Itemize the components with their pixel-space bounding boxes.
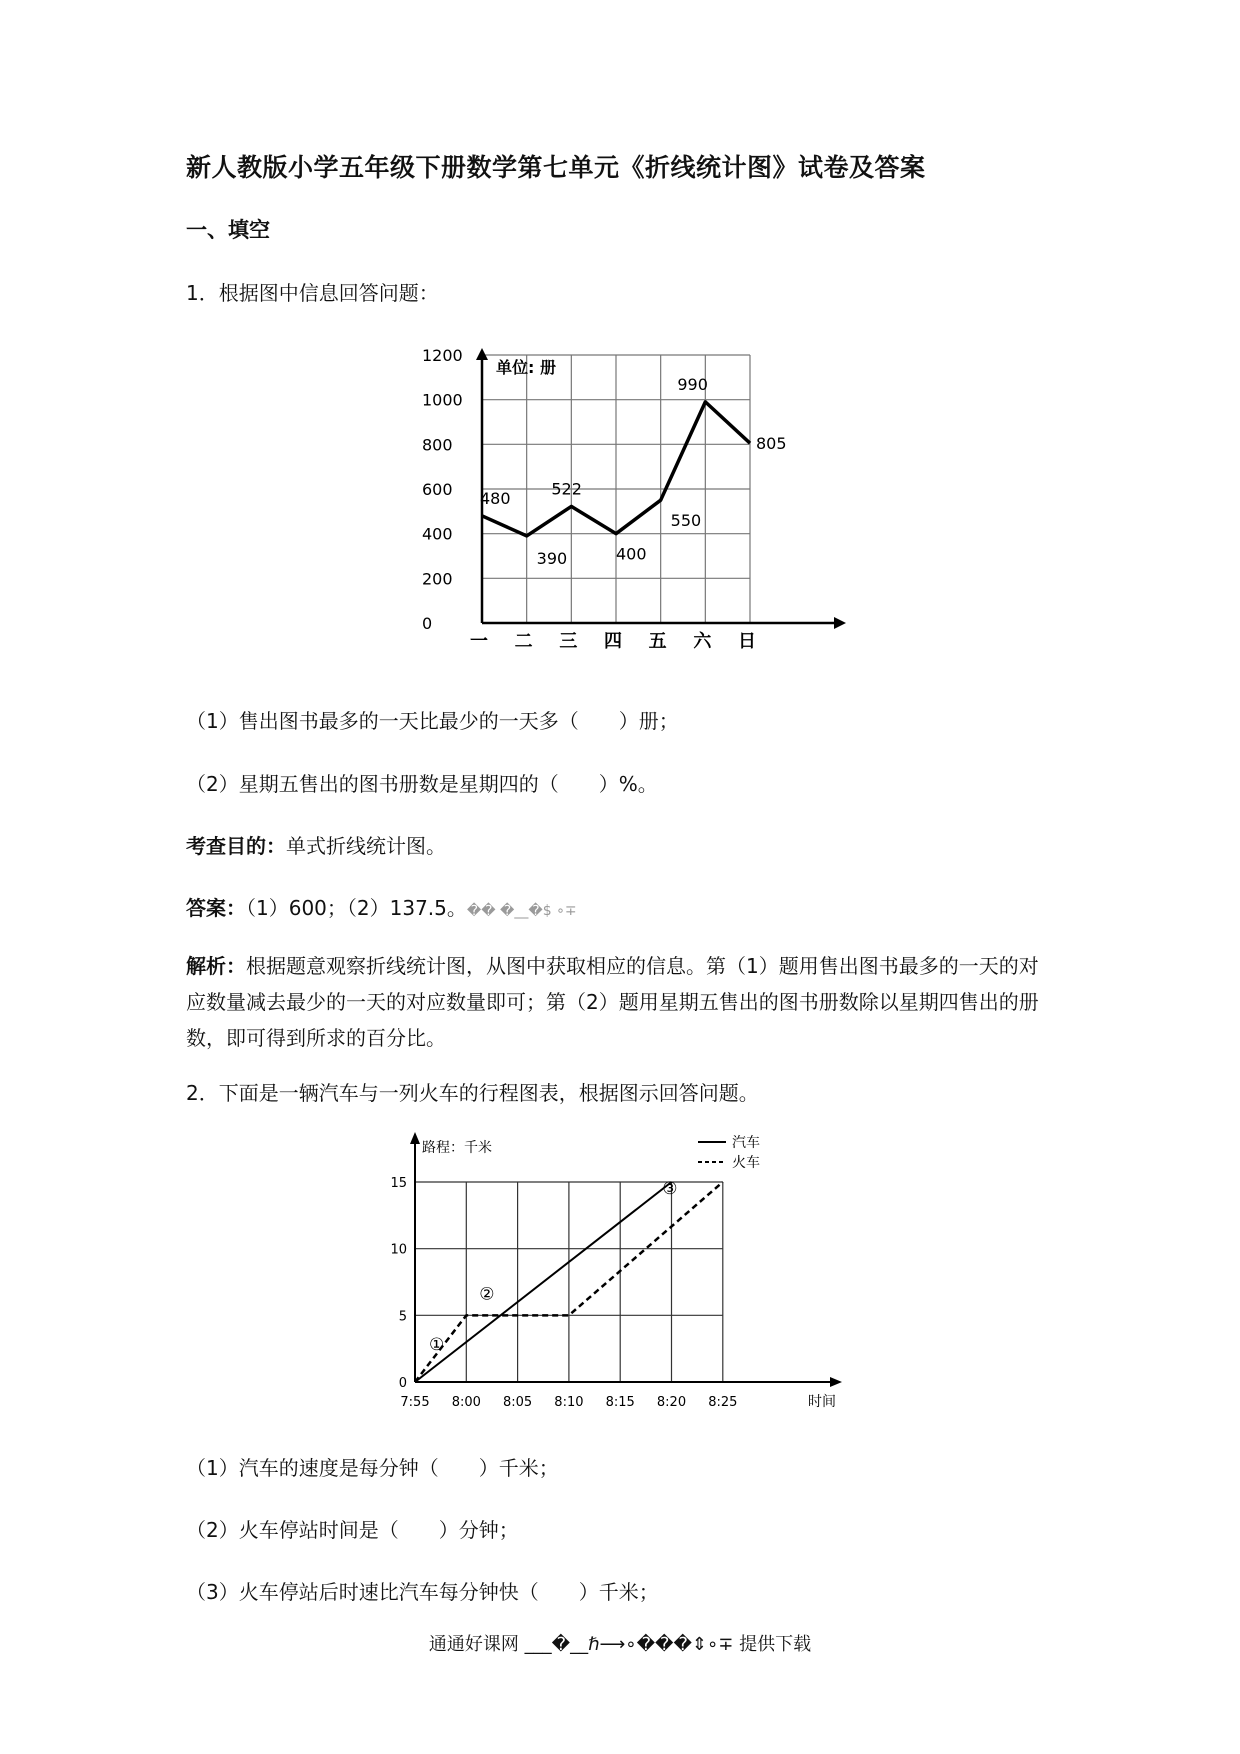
chart1-y-tick: 1200 bbox=[422, 346, 463, 365]
chart1-data-label: 390 bbox=[536, 548, 568, 568]
question-2-sub-1: （1）汽车的速度是每分钟（ ）千米； bbox=[186, 1456, 559, 1480]
question-2-sub-3: （3）火车停站后时速比汽车每分钟快（ ）千米； bbox=[186, 1580, 659, 1604]
chart2-x-axis-arrow bbox=[830, 1377, 842, 1387]
chart1-y-axis-arrow bbox=[476, 348, 488, 360]
question-1-sub-1: （1）售出图书最多的一天比最少的一天多（ ）册； bbox=[186, 709, 679, 733]
answer-text: （1）600；（2）137.5。 bbox=[246, 896, 467, 920]
chart2-y-tick: 10 bbox=[390, 1242, 407, 1258]
chart1-data-label: 480 bbox=[480, 488, 511, 508]
travel-distance-line-chart bbox=[380, 1120, 860, 1420]
question-1-analysis bbox=[186, 948, 1056, 1056]
question-2-prompt: 2．下面是一辆汽车与一列火车的行程图表，根据图示回答问题。 bbox=[186, 1081, 759, 1105]
chart1-data-labels bbox=[480, 375, 787, 568]
chart1-x-tick: 一 bbox=[470, 631, 488, 652]
legend-car-label: 汽车 bbox=[732, 1135, 760, 1151]
document-title: 新人教版小学五年级下册数学第七单元《折线统计图》试卷及答案 bbox=[186, 153, 926, 182]
chart2-x-label: 时间 bbox=[808, 1394, 836, 1410]
chart1-y-tick: 600 bbox=[422, 480, 453, 499]
chart2-annotation: ① bbox=[429, 1335, 445, 1355]
chart1-data-label: 990 bbox=[677, 374, 708, 394]
legend-train-label: 火车 bbox=[732, 1155, 760, 1171]
chart1-data-label: 805 bbox=[756, 434, 787, 454]
chart2-axes bbox=[410, 1132, 842, 1387]
question-1-purpose bbox=[186, 830, 446, 859]
chart1-y-tick: 400 bbox=[422, 524, 453, 544]
chart2-series-car bbox=[415, 1182, 672, 1382]
chart2-y-tick: 5 bbox=[398, 1309, 407, 1325]
analysis-label: 解析： bbox=[186, 954, 246, 978]
book-sales-line-chart bbox=[420, 340, 860, 660]
page-footer: 通通好课网 ___�__ℏ⟶∘���⇕∘∓ 提供下载 bbox=[428, 1634, 812, 1655]
chart1-x-tick: 四 bbox=[604, 631, 622, 652]
chart1-y-tick: 0 bbox=[422, 614, 433, 633]
chart2-y-tick: 0 bbox=[398, 1376, 407, 1391]
chart1-x-tick: 五 bbox=[648, 631, 667, 652]
chart2-y-tick-labels bbox=[390, 1176, 407, 1391]
question-1-answer bbox=[186, 892, 577, 921]
chart1-x-tick: 日 bbox=[738, 631, 756, 652]
chart1-unit-label: 单位: 册 bbox=[496, 358, 556, 377]
chart1-y-tick: 800 bbox=[422, 435, 453, 455]
purpose-label: 考查目的： bbox=[186, 834, 286, 858]
question-1-prompt: 1．根据图中信息回答问题： bbox=[186, 281, 439, 305]
question-2-sub-2: （2）火车停站时间是（ ）分钟； bbox=[186, 1518, 519, 1542]
chart1-x-axis-arrow bbox=[834, 617, 846, 629]
chart2-x-tick: 8:05 bbox=[502, 1395, 533, 1410]
chart1-y-tick-labels bbox=[422, 346, 463, 633]
chart2-annotation: ③ bbox=[662, 1179, 678, 1199]
chart1-x-tick: 二 bbox=[514, 631, 533, 652]
chart2-x-tick: 8:20 bbox=[656, 1395, 687, 1410]
question-1-sub-2: （2）星期五售出的图书册数是星期四的（ ）%。 bbox=[186, 772, 658, 796]
chart2-x-tick: 8:15 bbox=[605, 1395, 635, 1410]
chart1-y-tick: 200 bbox=[422, 569, 453, 589]
chart2-x-tick: 8:25 bbox=[708, 1395, 738, 1410]
chart2-grid bbox=[415, 1182, 723, 1382]
chart1-grid bbox=[482, 355, 750, 623]
chart2-y-tick: 15 bbox=[390, 1176, 407, 1191]
chart1-x-tick-labels bbox=[470, 631, 756, 652]
chart2-y-label: 路程：千米 bbox=[422, 1140, 492, 1156]
chart1-data-label: 522 bbox=[551, 479, 582, 499]
chart2-annotation: ② bbox=[479, 1284, 495, 1305]
answer-label: 答案： bbox=[186, 896, 246, 920]
chart1-data-label: 550 bbox=[670, 511, 702, 531]
chart1-x-tick: 三 bbox=[559, 631, 578, 652]
chart2-legend bbox=[698, 1135, 760, 1171]
chart2-x-tick-labels bbox=[400, 1395, 737, 1410]
chart1-data-label: 400 bbox=[616, 544, 647, 564]
analysis-text: 根据题意观察折线统计图，从图中获取相应的信息。第（1）题用售出图书最多的一天的对应数量减去最少的一天的对应数量即可；第（2）题用星期五售出的图书册数除以星期四售出的册数，即可得到所求的百分比。 bbox=[186, 954, 1039, 1050]
chart1-y-tick: 1000 bbox=[422, 390, 463, 410]
chart1-x-tick: 六 bbox=[693, 631, 712, 652]
chart2-x-tick: 8:00 bbox=[451, 1395, 481, 1410]
chart2-x-tick: 8:10 bbox=[554, 1395, 584, 1410]
chart2-x-tick: 7:55 bbox=[400, 1395, 430, 1410]
section-heading-fill-blank: 一、填空 bbox=[186, 218, 270, 242]
answer-garbled-text: �� �__�$ ∘∓ bbox=[466, 903, 577, 919]
chart2-y-axis-arrow bbox=[410, 1132, 420, 1144]
purpose-text: 单式折线统计图。 bbox=[286, 834, 446, 858]
